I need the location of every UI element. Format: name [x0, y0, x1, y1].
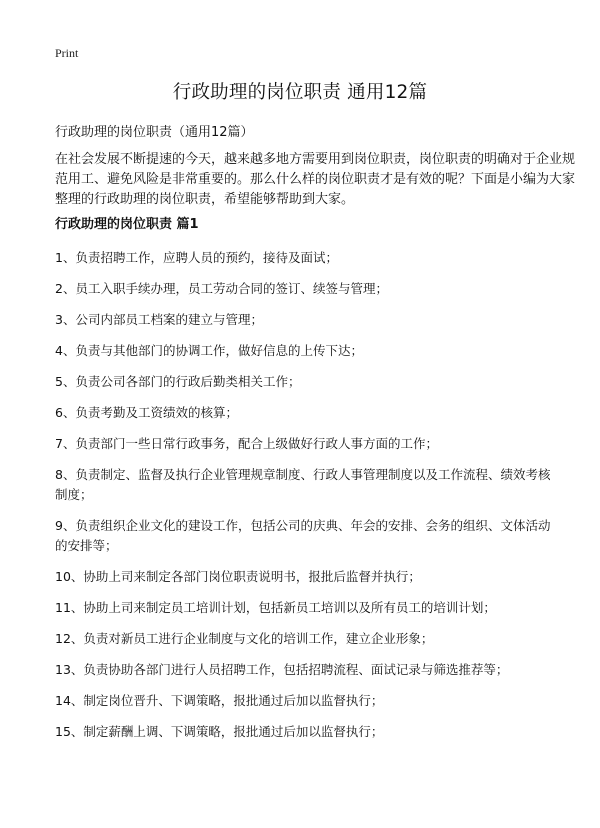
list-item: 1、负责招聘工作，应聘人员的预约，接待及面试； — [55, 250, 338, 265]
list-item: 9、负责组织企业文化的建设工作，包括公司的庆典、年会的安排、会务的组织、文体活动的安排等； — [55, 518, 551, 553]
list-item: 11、协助上司来制定员工培训计划，包括新员工培训以及所有员工的培训计划； — [55, 600, 496, 615]
page-title: 行政助理的岗位职责 通用12篇 — [172, 82, 428, 103]
list-item: 15、制定薪酬上调、下调策略，报批通过后加以监督执行； — [55, 724, 384, 739]
list-item: 14、制定岗位晋升、下调策略，报批通过后加以监督执行； — [55, 693, 384, 708]
list-item: 8、负责制定、监督及执行企业管理规章制度、行政人事管理制度以及工作流程、绩效考核制度； — [55, 467, 551, 502]
document-subtitle: 行政助理的岗位职责（通用12篇） — [55, 125, 254, 140]
section-heading: 行政助理的岗位职责 篇1 — [55, 217, 199, 232]
list-item: 7、负责部门一些日常行政事务，配合上级做好行政人事方面的工作； — [55, 436, 438, 451]
list-item: 10、协助上司来制定各部门岗位职责说明书，报批后监督并执行； — [55, 569, 421, 584]
list-item: 12、负责对新员工进行企业制度与文化的培训工作，建立企业形象； — [55, 631, 434, 646]
list-item: 3、公司内部员工档案的建立与管理； — [55, 312, 263, 327]
intro-paragraph: 在社会发展不断提速的今天，越来越多地方需要用到岗位职责，岗位职责的明确对于企业规范用工、避免风险是非常重要的。那么什么样的岗位职责才是有效的呢？下面是小编为大家整理的行政助理的岗位职责，希望能够帮助到大家。 — [55, 152, 576, 207]
list-item: 6、负责考勤及工资绩效的核算； — [55, 405, 238, 420]
list-item: 13、负责协助各部门进行人员招聘工作，包括招聘流程、面试记录与筛选推荐等； — [55, 662, 509, 677]
print-link[interactable]: Print — [55, 46, 79, 60]
list-item: 4、负责与其他部门的协调工作，做好信息的上传下达； — [55, 343, 363, 358]
list-item: 2、员工入职手续办理，员工劳动合同的签订、续签与管理； — [55, 281, 388, 296]
list-item: 5、负责公司各部门的行政后勤类相关工作； — [55, 374, 301, 389]
